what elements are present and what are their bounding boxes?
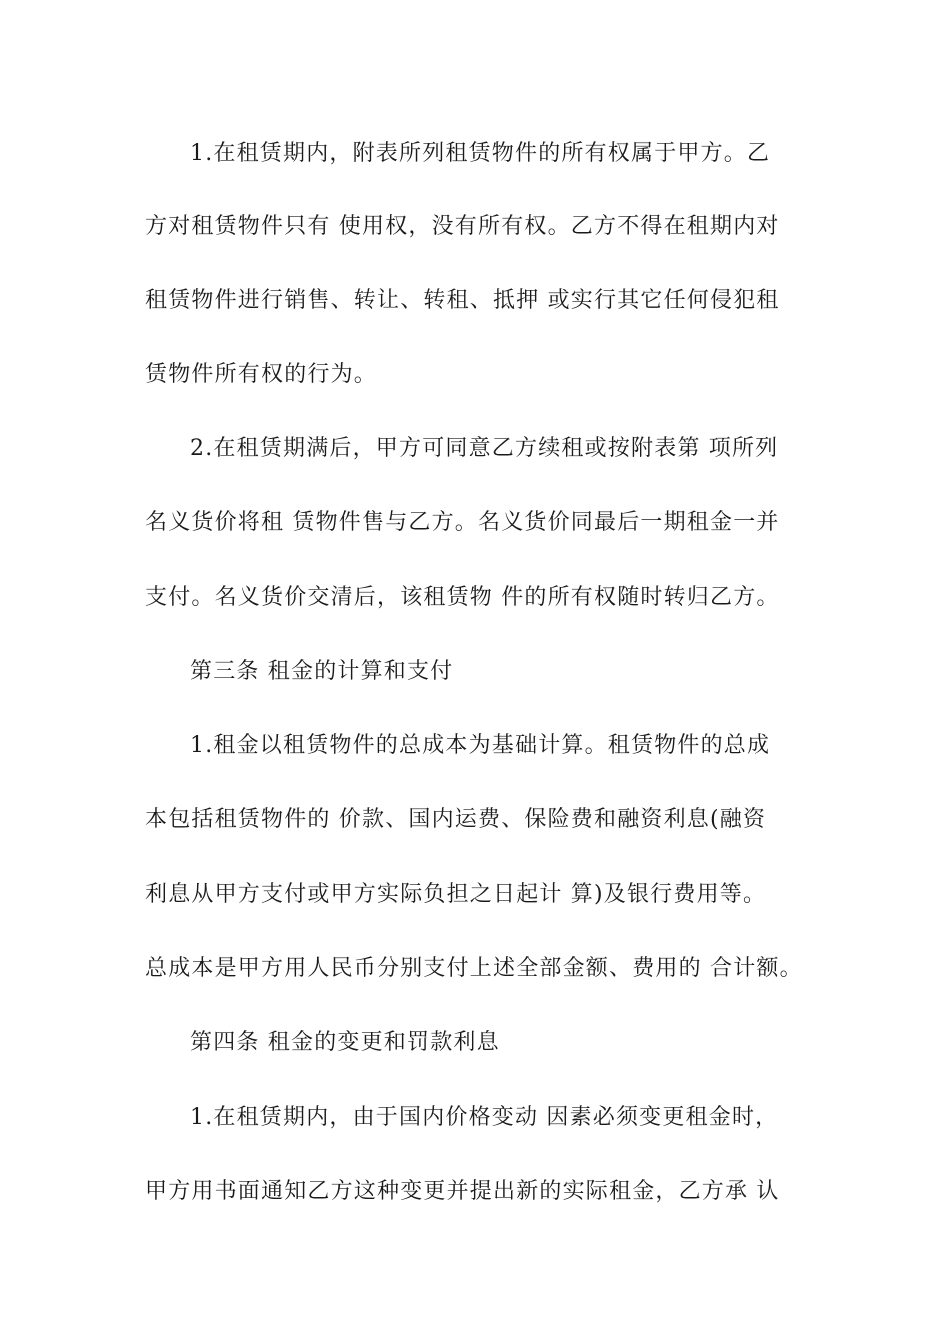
paragraph-line: 名义货价将租 赁物件售与乙方。名义货价同最后一期租金一并	[145, 510, 780, 535]
paragraph-line: 租赁物件进行销售、转让、转租、抵押 或实行其它任何侵犯租	[145, 288, 780, 313]
paragraph-line: 方对租赁物件只有 使用权，没有所有权。乙方不得在租期内对	[145, 214, 780, 239]
paragraph-line: 1.在租赁期内，附表所列租赁物件的所有权属于甲方。乙	[190, 141, 771, 166]
paragraph-line: 本包括租赁物件的 价款、国内运费、保险费和融资利息(融资	[145, 807, 767, 832]
paragraph-line: 2.在租赁期满后，甲方可同意乙方续租或按附表第 项所列	[190, 436, 779, 461]
paragraph-line: 甲方用书面通知乙方这种变更并提出新的实际租金，乙方承 认	[145, 1179, 780, 1204]
paragraph-line: 支付。名义货价交清后，该租赁物 件的所有权随时转归乙方。	[145, 585, 780, 610]
paragraph-line: 赁物件所有权的行为。	[145, 362, 378, 387]
paragraph-line: 1.租金以租赁物件的总成本为基础计算。租赁物件的总成	[190, 733, 771, 758]
paragraph-line: 1.在租赁期内，由于国内价格变动 因素必须变更租金时，	[190, 1105, 779, 1130]
paragraph-line: 总成本是甲方用人民币分别支付上述全部金额、费用的 合计额。	[145, 956, 803, 981]
section-heading: 第四条 租金的变更和罚款利息	[190, 1030, 500, 1055]
section-heading: 第三条 租金的计算和支付	[190, 659, 454, 684]
paragraph-line: 利息从甲方支付或甲方实际负担之日起计 算)及银行费用等。	[145, 882, 767, 907]
